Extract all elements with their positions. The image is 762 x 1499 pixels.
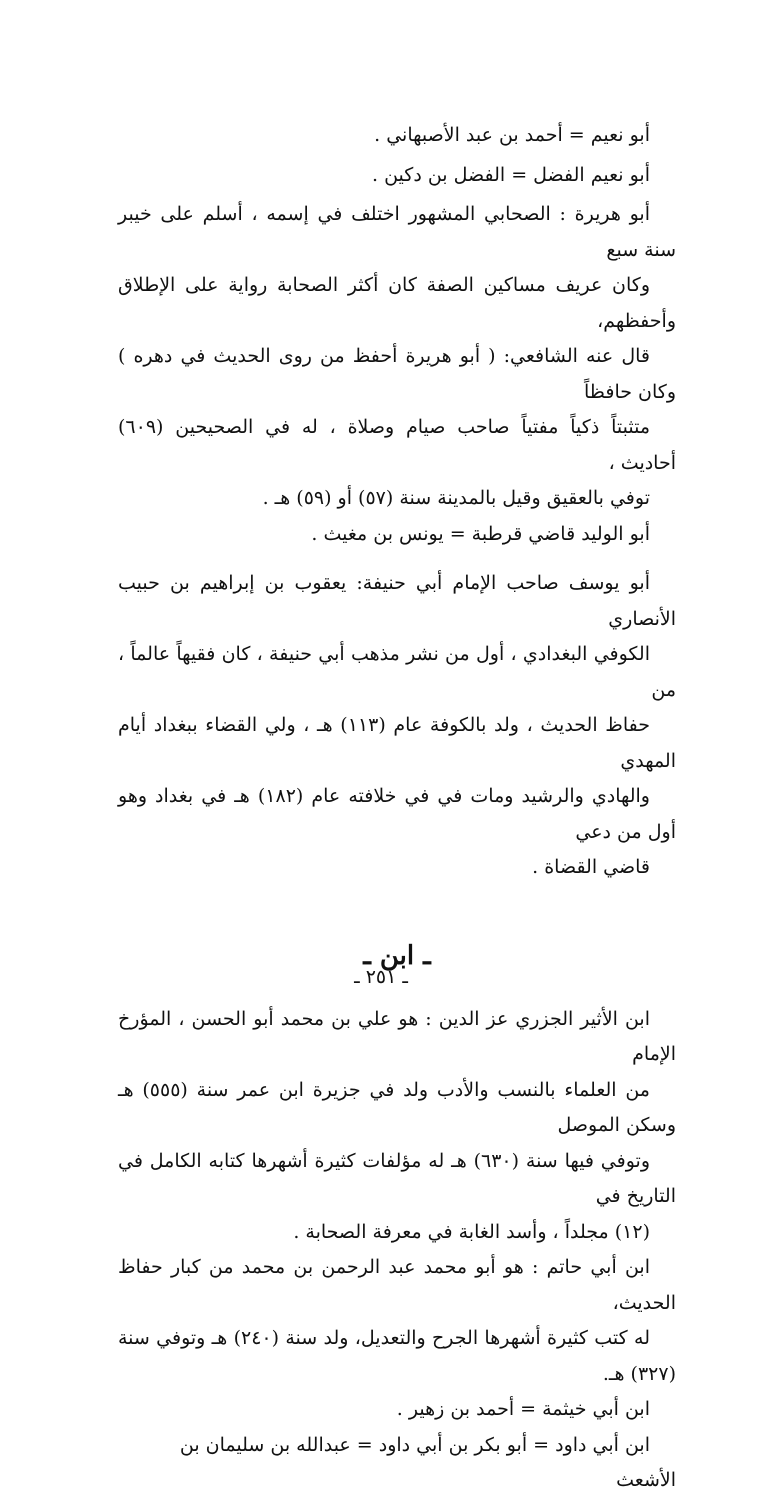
section-heading: ـ ابن ـ bbox=[363, 940, 431, 971]
entry-line: وتوفي فيها سنة (٦٣٠) هـ له مؤلفات كثيرة أشهرها كتابه الكامل في التاريخ في bbox=[118, 1149, 676, 1207]
entry-line: أبو هريرة : الصحابي المشهور اختلف في إسمه ، أسلم على خيبر سنة سبع bbox=[118, 203, 676, 261]
entry-line: أبو نعيم = أحمد بن عبد الأصبهاني . bbox=[374, 124, 650, 146]
entry-line: ابن أبي خيثمة = أحمد بن زهير . bbox=[396, 1398, 650, 1420]
entry-line: من العلماء بالنسب والأدب ولد في جزيرة ابن عمر سنة (٥٥٥) هـ وسكن الموصل bbox=[118, 1078, 676, 1136]
entry-line: قال عنه الشافعي: ( أبو هريرة أحفظ من روى الحديث في دهره ) وكان حافظاً bbox=[118, 345, 676, 403]
entry-line: قاضي القضاة . bbox=[532, 856, 650, 878]
entry-line: (١٢) مجلداً ، وأسد الغابة في معرفة الصحابة . bbox=[293, 1220, 650, 1243]
entry-line: ابن أبي داود = أبو بكر بن أبي داود = عبدالله بن سليمان بن الأشعث bbox=[179, 1433, 676, 1491]
page-number: ـ ٢٥١ ـ bbox=[354, 966, 408, 988]
entry-abu-yusuf bbox=[118, 566, 676, 886]
entry-line: أبو الوليد قاضي قرطبة = يونس بن مغيث . bbox=[311, 522, 650, 545]
entry-line: ابن أبي حاتم : هو أبو محمد عبد الرحمن بن محمد من كبار حفاظ الحديث، bbox=[118, 1256, 676, 1314]
page-body bbox=[118, 118, 676, 1499]
entry-line: توفي بالعقيق وقيل بالمدينة سنة (٥٧) أو (٥٩) هـ . bbox=[262, 487, 650, 509]
entry-line: متثبتاً ذكياً مفتياً صاحب صيام وصلاة ، له في الصحيحين (٦٠٩) أحاديث ، bbox=[118, 416, 676, 474]
entry-ibn-al-athir bbox=[118, 1002, 676, 1251]
entry-abu-nuaym bbox=[118, 118, 676, 154]
entry-ibn-abi-khaythama bbox=[118, 1392, 676, 1428]
entry-line: والهادي والرشيد ومات في في خلافته عام (١٨٢) هـ في بغداد وهو أول من دعي bbox=[118, 785, 676, 843]
entry-line: ابن الأثير الجزري عز الدين : هو علي بن محمد أبو الحسن ، المؤرخ الإمام bbox=[118, 1007, 676, 1065]
entry-line: حفاظ الحديث ، ولد بالكوفة عام (١١٣) هـ ، ولي القضاء ببغداد أيام المهدي bbox=[118, 714, 676, 772]
entry-ibn-abi-dawud bbox=[118, 1428, 676, 1499]
entry-line: أبو يوسف صاحب الإمام أبي حنيفة: يعقوب بن إبراهيم بن حبيب الأنصاري bbox=[118, 572, 676, 630]
entry-abu-nuaym-fadl bbox=[118, 158, 676, 194]
entry-line: أبو نعيم الفضل = الفضل بن دكين . bbox=[372, 163, 650, 186]
entry-line: له كتب كثيرة أشهرها الجرح والتعديل، ولد سنة (٢٤٠) هـ وتوفي سنة (٣٢٧) هـ. bbox=[118, 1327, 676, 1385]
entry-abu-hurayra bbox=[118, 197, 676, 517]
entry-abu-al-walid bbox=[118, 517, 676, 553]
entry-line: وكان عريف مساكين الصفة كان أكثر الصحابة رواية على الإطلاق وأحفظهم، bbox=[118, 274, 676, 332]
entry-line: الكوفي البغدادي ، أول من نشر مذهب أبي حنيفة ، كان فقيهاً عالماً ، من bbox=[118, 643, 676, 701]
entry-ibn-abi-hatim bbox=[118, 1250, 676, 1392]
